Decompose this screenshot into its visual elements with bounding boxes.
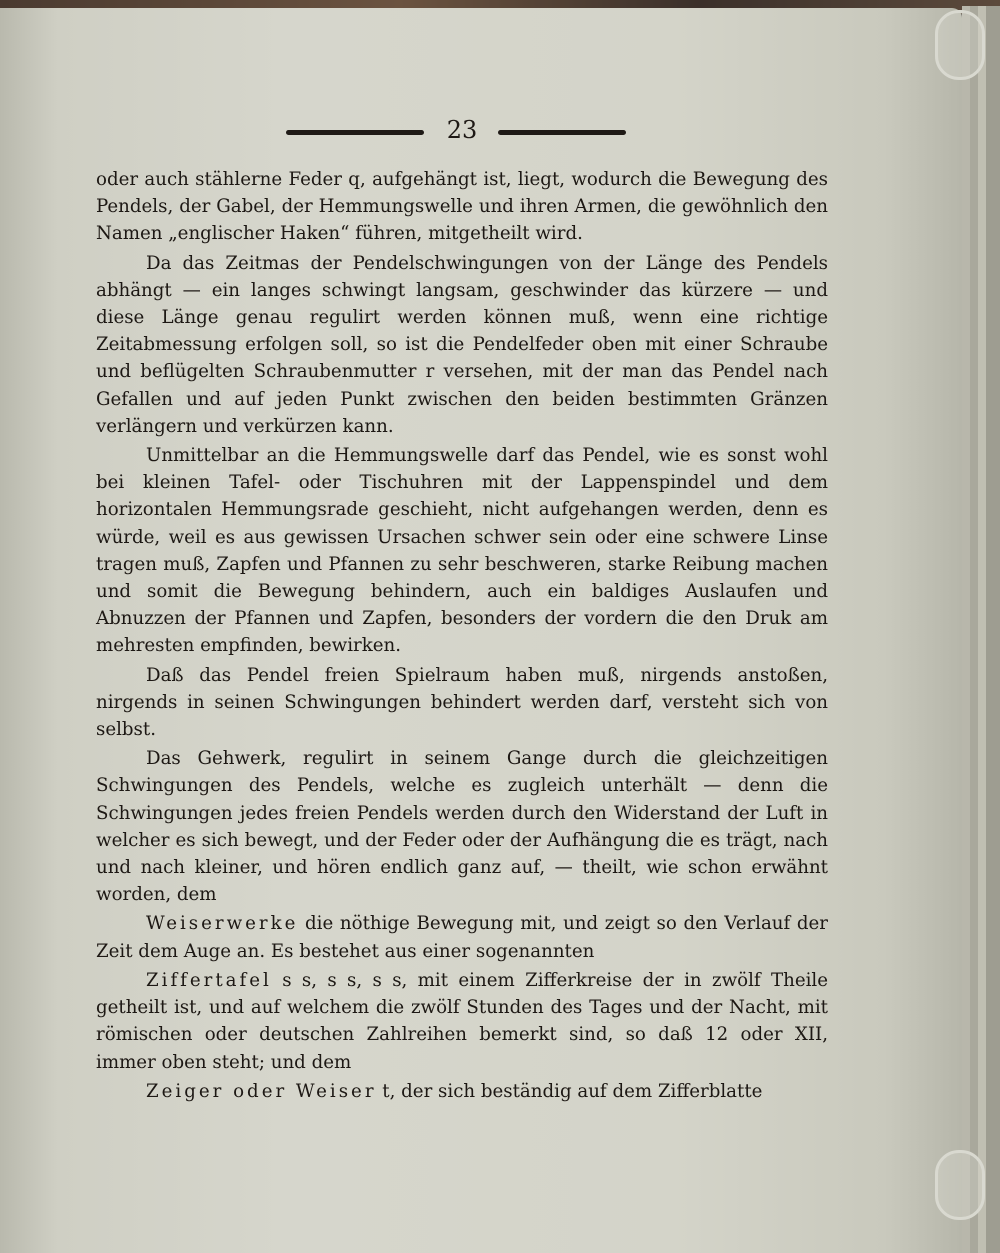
paragraph-text: oder auch stählerne Feder q, aufgehängt ist, liegt, wodurch die Bewegung des Pendels, der Gabel, der Hemmungswelle und ihren Armen, die gewöhnlich den Namen „englischer Haken“ führen, mitgetheilt wird. xyxy=(96,169,828,245)
leaf-edge xyxy=(978,6,986,1253)
paragraph xyxy=(96,910,828,964)
paragraph xyxy=(96,745,828,908)
paragraph xyxy=(96,166,828,248)
paragraph-text: Unmittelbar an die Hemmungswelle darf das Pendel, wie es sonst wohl bei kleinen Tafel- oder Tischuhren mit der Lappenspindel und dem horizontalen Hemmungsrade geschieht, nicht aufgehangen werden, denn es würde, weil es aus gewissen Ursachen schwer sein oder eine schwere Linse tragen muß, Zapfen und Pfannen zu sehr beschweren, starke Reibung machen und somit die Bewegung behindern, auch ein baldiges Auslaufen und Abnuzzen der Pfannen und Zapfen, besonders der vordern die den Druk am mehresten empfinden, bewirken. xyxy=(96,445,828,657)
spaced-term: Ziffertafel xyxy=(146,969,272,991)
header-rule-right xyxy=(498,130,626,135)
paragraph-text: t, der sich beständig auf dem Zifferblatte xyxy=(376,1080,763,1102)
leaf-edge xyxy=(970,6,978,1253)
page-number: 23 xyxy=(446,116,478,144)
paragraph xyxy=(96,662,828,744)
page-clip-icon xyxy=(935,1150,985,1220)
header-rule-left xyxy=(286,130,424,135)
page-clip-icon xyxy=(935,10,985,80)
body-text xyxy=(96,166,828,1105)
spaced-term: Weiserwerke xyxy=(146,913,299,935)
paragraph xyxy=(96,967,828,1076)
paragraph-text: die nöthige Bewegung mit, und zeigt so den Verlauf der Zeit dem Auge an. Es bestehet aus einer sogenannten xyxy=(96,913,828,962)
paragraph xyxy=(96,442,828,660)
leaf-edge xyxy=(962,6,970,1253)
paragraph xyxy=(96,250,828,440)
paragraph-text: Da das Zeitmas der Pendelschwingungen von der Länge des Pendels abhängt — ein langes schwingt langsam, geschwinder das kürzere — und diese Länge genau regulirt werden können muß, wenn eine richtige Zeitabmessung erfolgen soll, so ist die Pendelfeder oben mit einer Schraube und beflügelten Schraubenmutter r versehen, mit der man das Pendel nach Gefallen und auf jeden Punkt zwischen den beiden bestimmten Gränzen verlängern und verkürzen kann. xyxy=(96,252,828,437)
paragraph-text: s s, s s, s s, mit einem Zifferkreise der in zwölf Theile getheilt ist, und auf welchem die zwölf Stunden des Tages und der Nacht, mit römischen oder deutschen Zahlreihen bemerkt sind, so daß 12 oder XII, immer oben steht; und dem xyxy=(96,969,828,1073)
paragraph xyxy=(96,1078,828,1105)
paragraph-text: Das Gehwerk, regulirt in seinem Gange durch die gleichzeitigen Schwingungen des Pendels, welche es zugleich unterhält — denn die Schwingungen jedes freien Pendels werden durch den Widerstand der Luft in welcher es sich bewegt, und der Feder oder der Aufhängung die es trägt, nach und nach kleiner, und hören endlich ganz auf, — theilt, wie schon erwähnt worden, dem xyxy=(96,748,828,906)
spaced-term: Zeiger oder Weiser xyxy=(146,1080,377,1102)
paragraph-text: Daß das Pendel freien Spielraum haben muß, nirgends anstoßen, nirgends in seinen Schwingungen behindert werden darf, versteht sich von selbst. xyxy=(96,664,828,741)
leaf-edge xyxy=(986,6,1000,1253)
